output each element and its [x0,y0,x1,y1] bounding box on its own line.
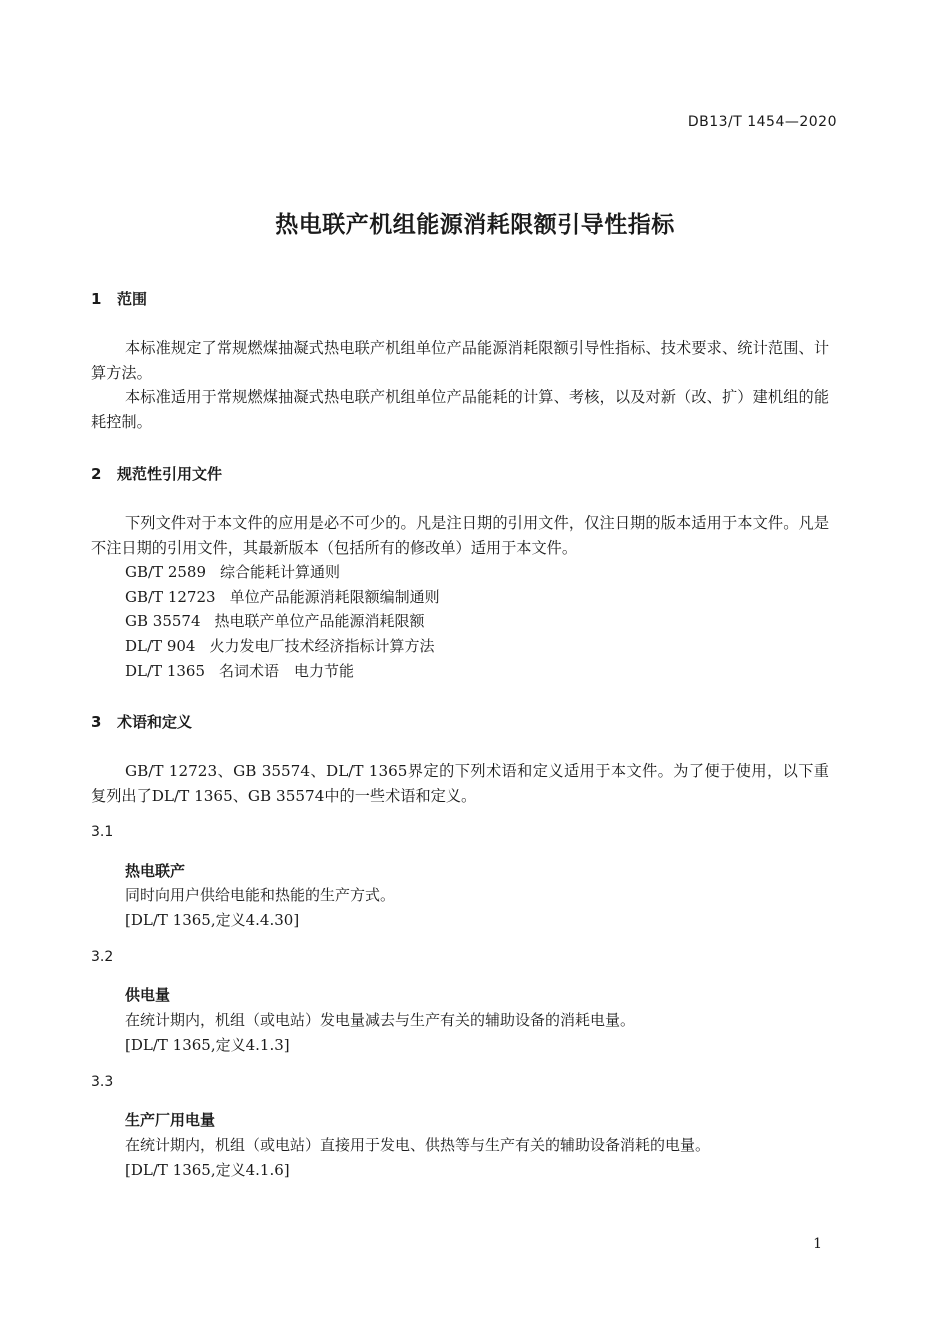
reference-code: GB 35574 [125,612,201,630]
reference-name: 热电联产单位产品能源消耗限额 [214,612,425,630]
reference-item [125,635,434,656]
document-title: 热电联产机组能源消耗限额引导性指标 [275,212,675,238]
section-3-title: 术语和定义 [117,713,193,731]
reference-item [125,660,354,681]
reference-name: 名词术语 电力节能 [219,662,355,680]
term-source: [DL/T 1365,定义4.1.6] [125,1161,290,1179]
term-definition: 同时向用户供给电能和热能的生产方式。 [125,886,396,904]
section-3-heading [91,711,192,732]
term-title: 热电联产 [125,862,186,880]
section-3-number: 3 [91,713,102,731]
reference-code: GB/T 12723 [125,588,216,606]
reference-name: 火力发电厂技术经济指标计算方法 [209,637,435,655]
reference-code: DL/T 904 [125,637,196,655]
reference-code: GB/T 2589 [125,563,207,581]
standard-code: DB13/T 1454—2020 [687,114,837,130]
term-number: 3.3 [91,1074,114,1090]
term-definition: 在统计期内，机组（或电站）发电量减去与生产有关的辅助设备的消耗电量。 [125,1011,636,1029]
term-title: 生产厂用电量 [125,1111,216,1129]
reference-item [125,561,340,582]
section-2-heading [91,463,222,484]
reference-name: 单位产品能源消耗限额编制通则 [229,588,440,606]
term-source: [DL/T 1365,定义4.4.30] [125,911,300,929]
reference-name: 综合能耗计算通则 [220,563,341,581]
section-2-title: 规范性引用文件 [117,465,223,483]
section-1-paragraph-2: 本标准适用于常规燃煤抽凝式热电联产机组单位产品能耗的计算、考核，以及对新（改、扩）建机组的能耗控制。 [91,388,829,431]
term-source: [DL/T 1365,定义4.1.3] [125,1036,290,1054]
reference-item [125,586,440,607]
section-1-heading [91,288,147,309]
reference-code: DL/T 1365 [125,662,205,680]
term-definition: 在统计期内，机组（或电站）直接用于发电、供热等与生产有关的辅助设备消耗的电量。 [125,1136,711,1154]
section-2-number: 2 [91,465,102,483]
term-title: 供电量 [125,986,171,1004]
term-number: 3.1 [91,824,114,840]
section-1-paragraph-1: 本标准规定了常规燃煤抽凝式热电联产机组单位产品能源消耗限额引导性指标、技术要求、统计范围、计算方法。 [91,339,829,382]
page-number: 1 [813,1236,822,1252]
section-1-title: 范围 [117,290,148,308]
reference-item [125,610,425,631]
section-2-intro: 下列文件对于本文件的应用是必不可少的。凡是注日期的引用文件，仅注日期的版本适用于本文件。凡是不注日期的引用文件，其最新版本（包括所有的修改单）适用于本文件。 [91,514,829,557]
section-1-number: 1 [91,290,102,308]
section-3-intro: GB/T 12723、GB 35574、DL/T 1365界定的下列术语和定义适用于本文件。为了便于使用，以下重复列出了DL/T 1365、GB 35574中的一些术语和定义。 [91,762,829,805]
term-number: 3.2 [91,949,114,965]
